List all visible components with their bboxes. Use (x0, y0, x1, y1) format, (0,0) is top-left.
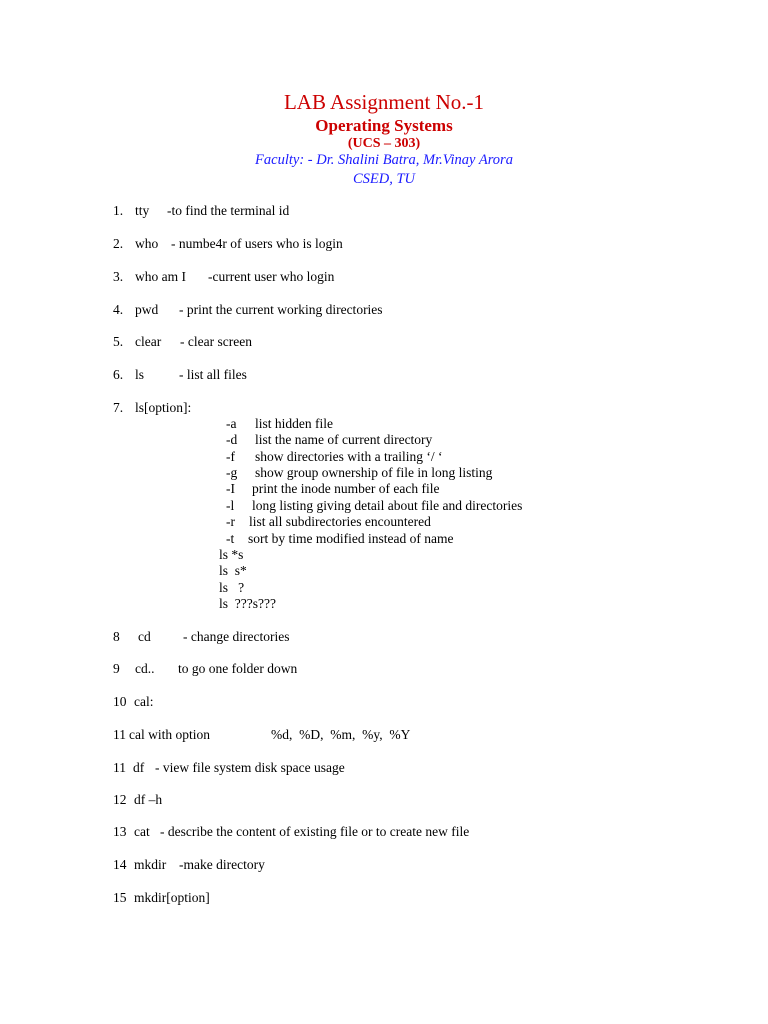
list-item: 5. clear - clear screen (113, 334, 252, 349)
list-item: 1. tty -to find the terminal id (113, 203, 290, 218)
list-item: 9 cd.. to go one folder down (113, 661, 298, 676)
ls-pattern: ls *s (219, 547, 244, 562)
list-item: 14 mkdir -make directory (113, 857, 265, 872)
list-item: 3. who am I -current user who login (113, 269, 335, 284)
faculty-line: Faculty: - Dr. Shalini Batra, Mr.Vinay Arora (255, 152, 513, 168)
list-item: 12 df –h (113, 792, 163, 807)
department-line: CSED, TU (352, 171, 416, 187)
ls-pattern: ls s* (219, 563, 247, 578)
list-item: 15 mkdir[option] (113, 890, 210, 905)
list-item: 2. who - numbe4r of users who is login (113, 236, 343, 251)
doc-subject: Operating Systems (315, 116, 453, 135)
ls-pattern: ls ???s??? (219, 596, 276, 611)
doc-title: LAB Assignment No.-1 (283, 90, 485, 114)
list-item: 7. ls[option]: (113, 400, 192, 415)
ls-option: -r list all subdirectories encountered (226, 514, 431, 529)
list-item: 6. ls - list all files (113, 367, 247, 382)
course-code: (UCS – 303) (347, 136, 421, 151)
list-item: 10 cal: (113, 694, 154, 709)
ls-option: -a list hidden file (226, 416, 333, 431)
ls-pattern: ls ? (219, 580, 245, 595)
ls-option: -f show directories with a trailing ‘/ ‘ (226, 449, 443, 464)
ls-option: -g show group ownership of file in long listing (226, 465, 493, 480)
list-item: 4. pwd - print the current working directories (113, 302, 383, 317)
list-item: 13 cat - describe the content of existing file or to create new file (113, 824, 470, 839)
list-item: 11 cal with option %d, %D, %m, %y, %Y (113, 727, 411, 742)
list-item: 11 df - view file system disk space usage (113, 760, 345, 775)
list-item: 8 cd - change directories (113, 629, 290, 644)
ls-option: -l long listing giving detail about file and directories (226, 498, 523, 513)
ls-option: -d list the name of current directory (226, 432, 433, 447)
ls-option: -t sort by time modified instead of name (226, 531, 454, 546)
ls-option: -I print the inode number of each file (226, 481, 440, 496)
